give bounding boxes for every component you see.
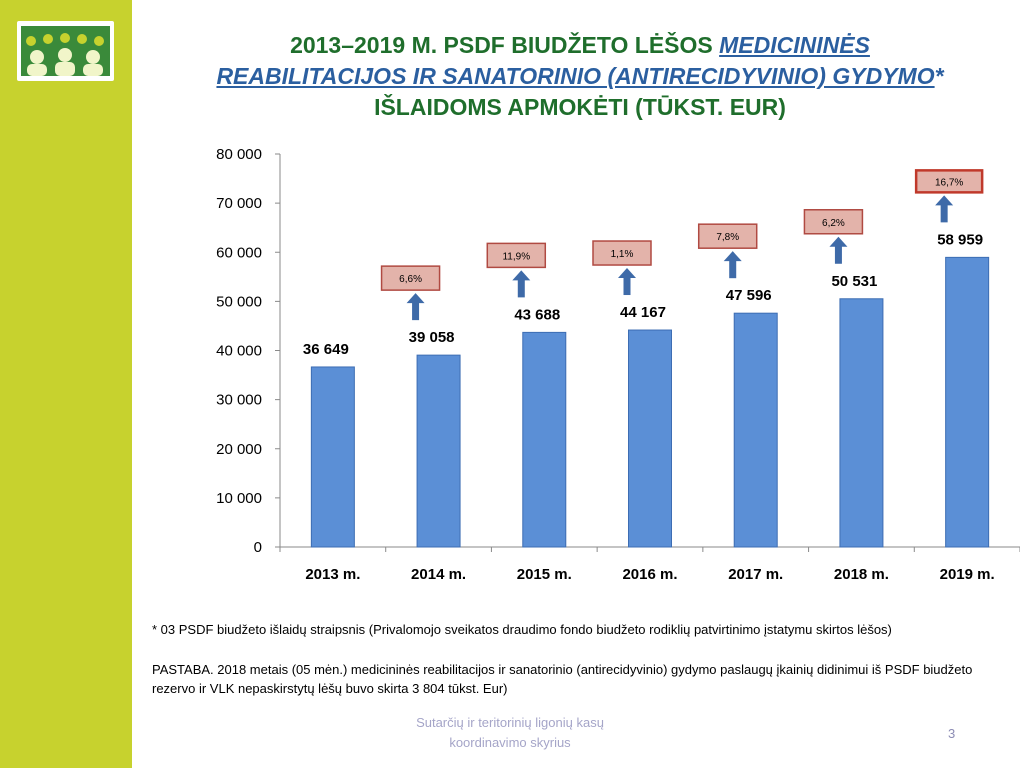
footnote: * 03 PSDF biudžeto išlaidų straipsnis (Privalomojo sveikatos draudimo fondo biudžeto rodiklių patvirtinimo įstatymu skirtos lėšos) (152, 622, 892, 637)
growth-arrow-head (407, 293, 425, 303)
title-line-2 (150, 61, 1010, 92)
growth-percent-label: 11,9% (502, 251, 531, 263)
bar (946, 257, 989, 547)
y-tick-label: 70 000 (216, 195, 262, 213)
growth-arrow-shaft (835, 246, 842, 264)
footer-line-2: koordinavimo skyrius (449, 735, 571, 750)
data-label: 36 649 (302, 340, 349, 358)
sidebar-band (0, 0, 132, 768)
category-label: 2016 m. (622, 566, 678, 583)
title-line-1 (150, 30, 1010, 61)
category-label: 2019 m. (939, 566, 995, 583)
growth-arrow-shaft (518, 279, 525, 297)
title-prefix: 2013–2019 M. PSDF BIUDŽETO LĖŠOS (290, 32, 720, 58)
growth-percent-label: 16,7% (934, 177, 964, 189)
bar-chart (140, 140, 1020, 595)
y-tick-label: 0 (253, 539, 262, 556)
category-label: 2013 m. (305, 566, 361, 583)
bar (417, 355, 460, 547)
growth-arrow-shaft (729, 260, 736, 278)
category-label: 2018 m. (833, 566, 889, 583)
category-label: 2014 m. (411, 566, 467, 583)
organization-logo (17, 21, 114, 81)
y-tick-label: 60 000 (216, 244, 262, 262)
page-number: 3 (948, 726, 956, 741)
growth-percent-label: 6,2% (822, 217, 845, 229)
bar (523, 332, 566, 547)
growth-arrow-head (512, 270, 530, 280)
bar (734, 313, 777, 547)
note-text: PASTABA. 2018 metais (05 mėn.) medicininės reabilitacijos ir sanatorinio (antirecidyvinio) gydymo paslaugų įkainių didinimui iš PSDF biudžeto rezervo ir VLK nepaskirstytų lėšų buvo skirta 3 804 tūkst. Eur) (152, 662, 973, 696)
logo-people-icon (17, 21, 114, 81)
y-tick-label: 80 000 (216, 146, 262, 163)
category-label: 2015 m. (516, 566, 572, 583)
y-tick-label: 50 000 (216, 293, 262, 311)
data-label: 39 058 (408, 329, 455, 347)
bar (311, 367, 354, 547)
growth-arrow-shaft (624, 277, 631, 295)
y-tick-label: 40 000 (216, 342, 262, 360)
y-tick-label: 30 000 (216, 391, 262, 409)
data-label: 43 688 (514, 306, 561, 324)
data-label: 58 959 (937, 231, 984, 249)
title-line-3: IŠLAIDOMS APMOKĖTI (TŪKST. EUR) (374, 94, 786, 120)
category-label: 2017 m. (728, 566, 784, 583)
growth-arrow-shaft (941, 204, 948, 222)
growth-percent-label: 6,6% (399, 274, 422, 286)
y-tick-label: 20 000 (216, 440, 262, 458)
title-asterisk: * (934, 63, 944, 89)
slide-title (150, 30, 1010, 123)
growth-percent-label: 1,1% (610, 249, 634, 261)
data-label: 47 596 (725, 287, 772, 305)
y-tick-label: 10 000 (216, 489, 262, 507)
growth-arrow-head (724, 251, 742, 261)
title-link-part-2[interactable]: REABILITACIJOS IR SANATORINIO (ANTIRECIDYVINIO) GYDYMO (216, 63, 935, 89)
data-label: 44 167 (620, 304, 666, 322)
footer-department (380, 713, 640, 753)
footer-line-1: Sutarčių ir teritorinių ligonių kasų (416, 715, 604, 730)
data-label: 50 531 (831, 272, 878, 290)
title-link-part-1[interactable]: MEDICININĖS (719, 32, 870, 58)
bar (629, 330, 672, 547)
growth-arrow-head (935, 195, 953, 205)
growth-arrow-head (618, 268, 636, 278)
bar (840, 299, 883, 547)
growth-arrow-head (829, 237, 847, 247)
growth-percent-label: 7,8% (716, 232, 740, 244)
growth-arrow-shaft (412, 302, 419, 320)
